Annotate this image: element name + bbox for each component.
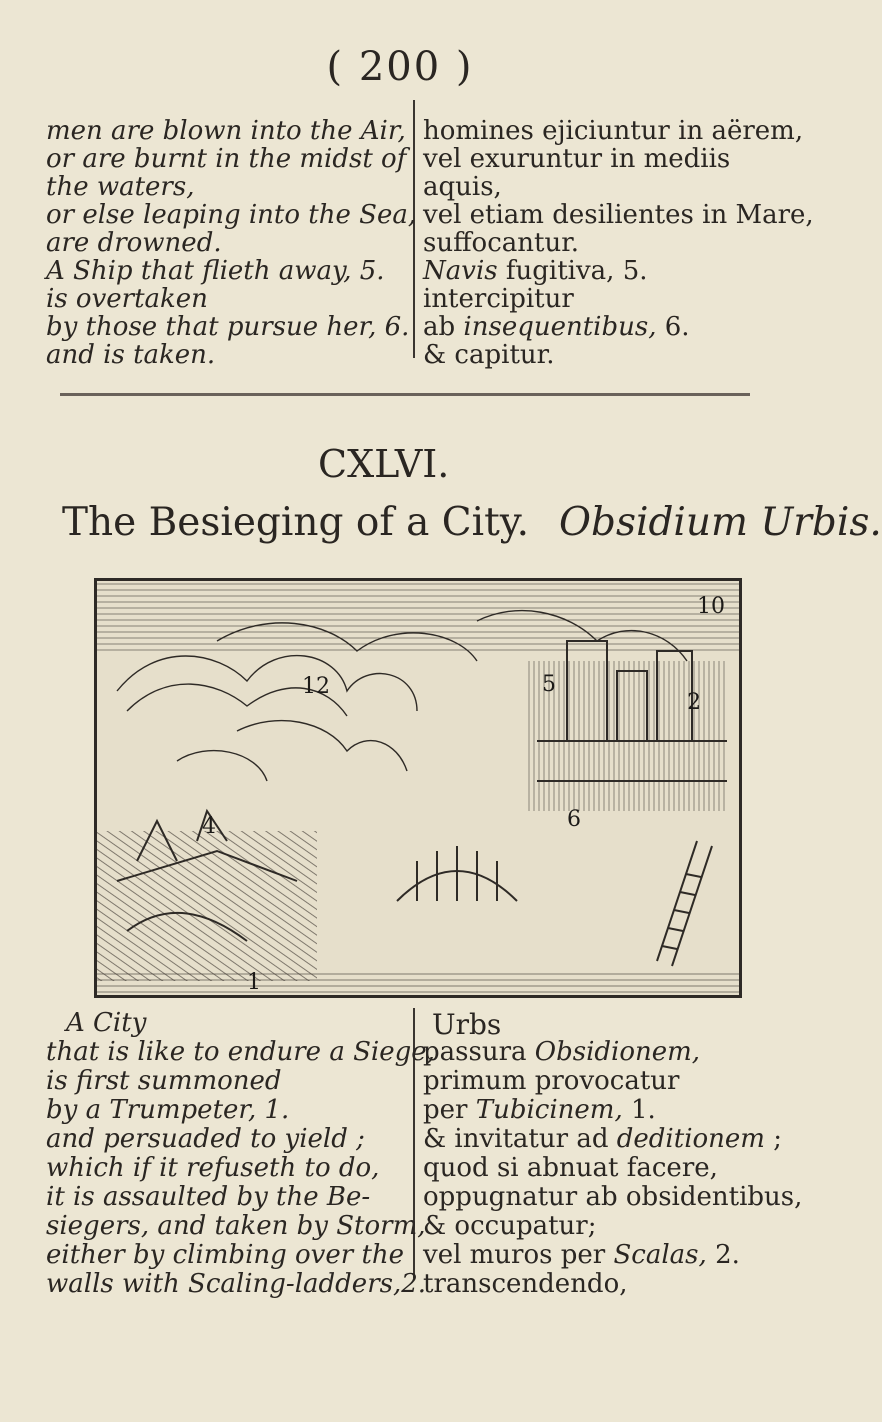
english-text: men are blown into the Air, bbox=[46, 116, 406, 146]
figure-number: 1 bbox=[247, 970, 261, 995]
latin-text: homines ejiciuntur in aërem, bbox=[423, 116, 804, 146]
english-text: or are burnt in the midst of bbox=[46, 144, 407, 174]
english-text: or else leaping into the Sea, bbox=[46, 200, 417, 230]
page-number: ( 200 ) bbox=[326, 44, 474, 90]
english-text: the waters, bbox=[46, 172, 195, 202]
english-text: and persuaded to yield ; bbox=[46, 1124, 365, 1154]
english-text: by a Trumpeter, 1. bbox=[46, 1095, 290, 1125]
figure-number: 10 bbox=[697, 594, 725, 619]
latin-text: & occupatur; bbox=[423, 1211, 597, 1241]
english-text: is overtaken bbox=[46, 284, 208, 314]
figure-number: 12 bbox=[302, 674, 330, 699]
engraving-illustration bbox=[97, 581, 739, 995]
latin-text: primum provocatur bbox=[423, 1066, 680, 1096]
english-text: A City bbox=[66, 1008, 147, 1038]
latin-text: vel exuruntur in mediis bbox=[423, 144, 731, 174]
latin-text: transcendendo, bbox=[423, 1269, 628, 1299]
english-text: A Ship that flieth away, 5. bbox=[46, 256, 385, 286]
latin-text: oppugnatur ab obsidentibus, bbox=[423, 1182, 803, 1212]
latin-text: Urbs bbox=[432, 1008, 502, 1041]
besieging-engraving bbox=[94, 578, 742, 998]
english-text: and is taken. bbox=[46, 340, 216, 370]
latin-text: & invitatur ad deditionem ; bbox=[423, 1124, 782, 1154]
english-text: that is like to endure a Siege, bbox=[46, 1037, 435, 1067]
english-text: siegers, and taken by Storm, bbox=[46, 1211, 426, 1241]
latin-text: aquis, bbox=[423, 172, 502, 202]
latin-text: passura Obsidionem, bbox=[423, 1037, 701, 1067]
latin-text: & capitur. bbox=[423, 340, 555, 370]
english-text: which if it refuseth to do, bbox=[46, 1153, 380, 1183]
text-row bbox=[0, 340, 800, 374]
latin-text: per Tubicinem, 1. bbox=[423, 1095, 656, 1125]
chapter-title bbox=[62, 500, 882, 545]
figure-number: 2 bbox=[687, 690, 701, 715]
latin-text: intercipitur bbox=[423, 284, 574, 314]
title-english: The Besieging of a City. bbox=[62, 500, 530, 545]
section-rule bbox=[60, 393, 750, 396]
latin-text: vel etiam desilientes in Mare, bbox=[423, 200, 814, 230]
english-text: either by climbing over the bbox=[46, 1240, 405, 1270]
english-text: are drowned. bbox=[46, 228, 222, 258]
latin-text: suffocantur. bbox=[423, 228, 580, 258]
latin-text: Navis fugitiva, 5. bbox=[423, 256, 648, 286]
english-text: walls with Scaling-ladders,2. bbox=[46, 1269, 427, 1299]
english-text: is first summoned bbox=[46, 1066, 282, 1096]
english-text: by those that pursue her, 6. bbox=[46, 312, 410, 342]
latin-text: ab insequentibus, 6. bbox=[423, 312, 690, 342]
text-row bbox=[0, 1269, 800, 1303]
figure-number: 6 bbox=[567, 807, 581, 832]
chapter-label: CXLVI. bbox=[318, 442, 450, 486]
latin-text: vel muros per Scalas, 2. bbox=[423, 1240, 740, 1270]
figure-number: 4 bbox=[202, 814, 216, 839]
english-text: it is assaulted by the Be- bbox=[46, 1182, 371, 1212]
title-latin: Obsidium Urbis. bbox=[559, 500, 882, 545]
figure-number: 5 bbox=[542, 672, 556, 697]
latin-text: quod si abnuat facere, bbox=[423, 1153, 718, 1183]
